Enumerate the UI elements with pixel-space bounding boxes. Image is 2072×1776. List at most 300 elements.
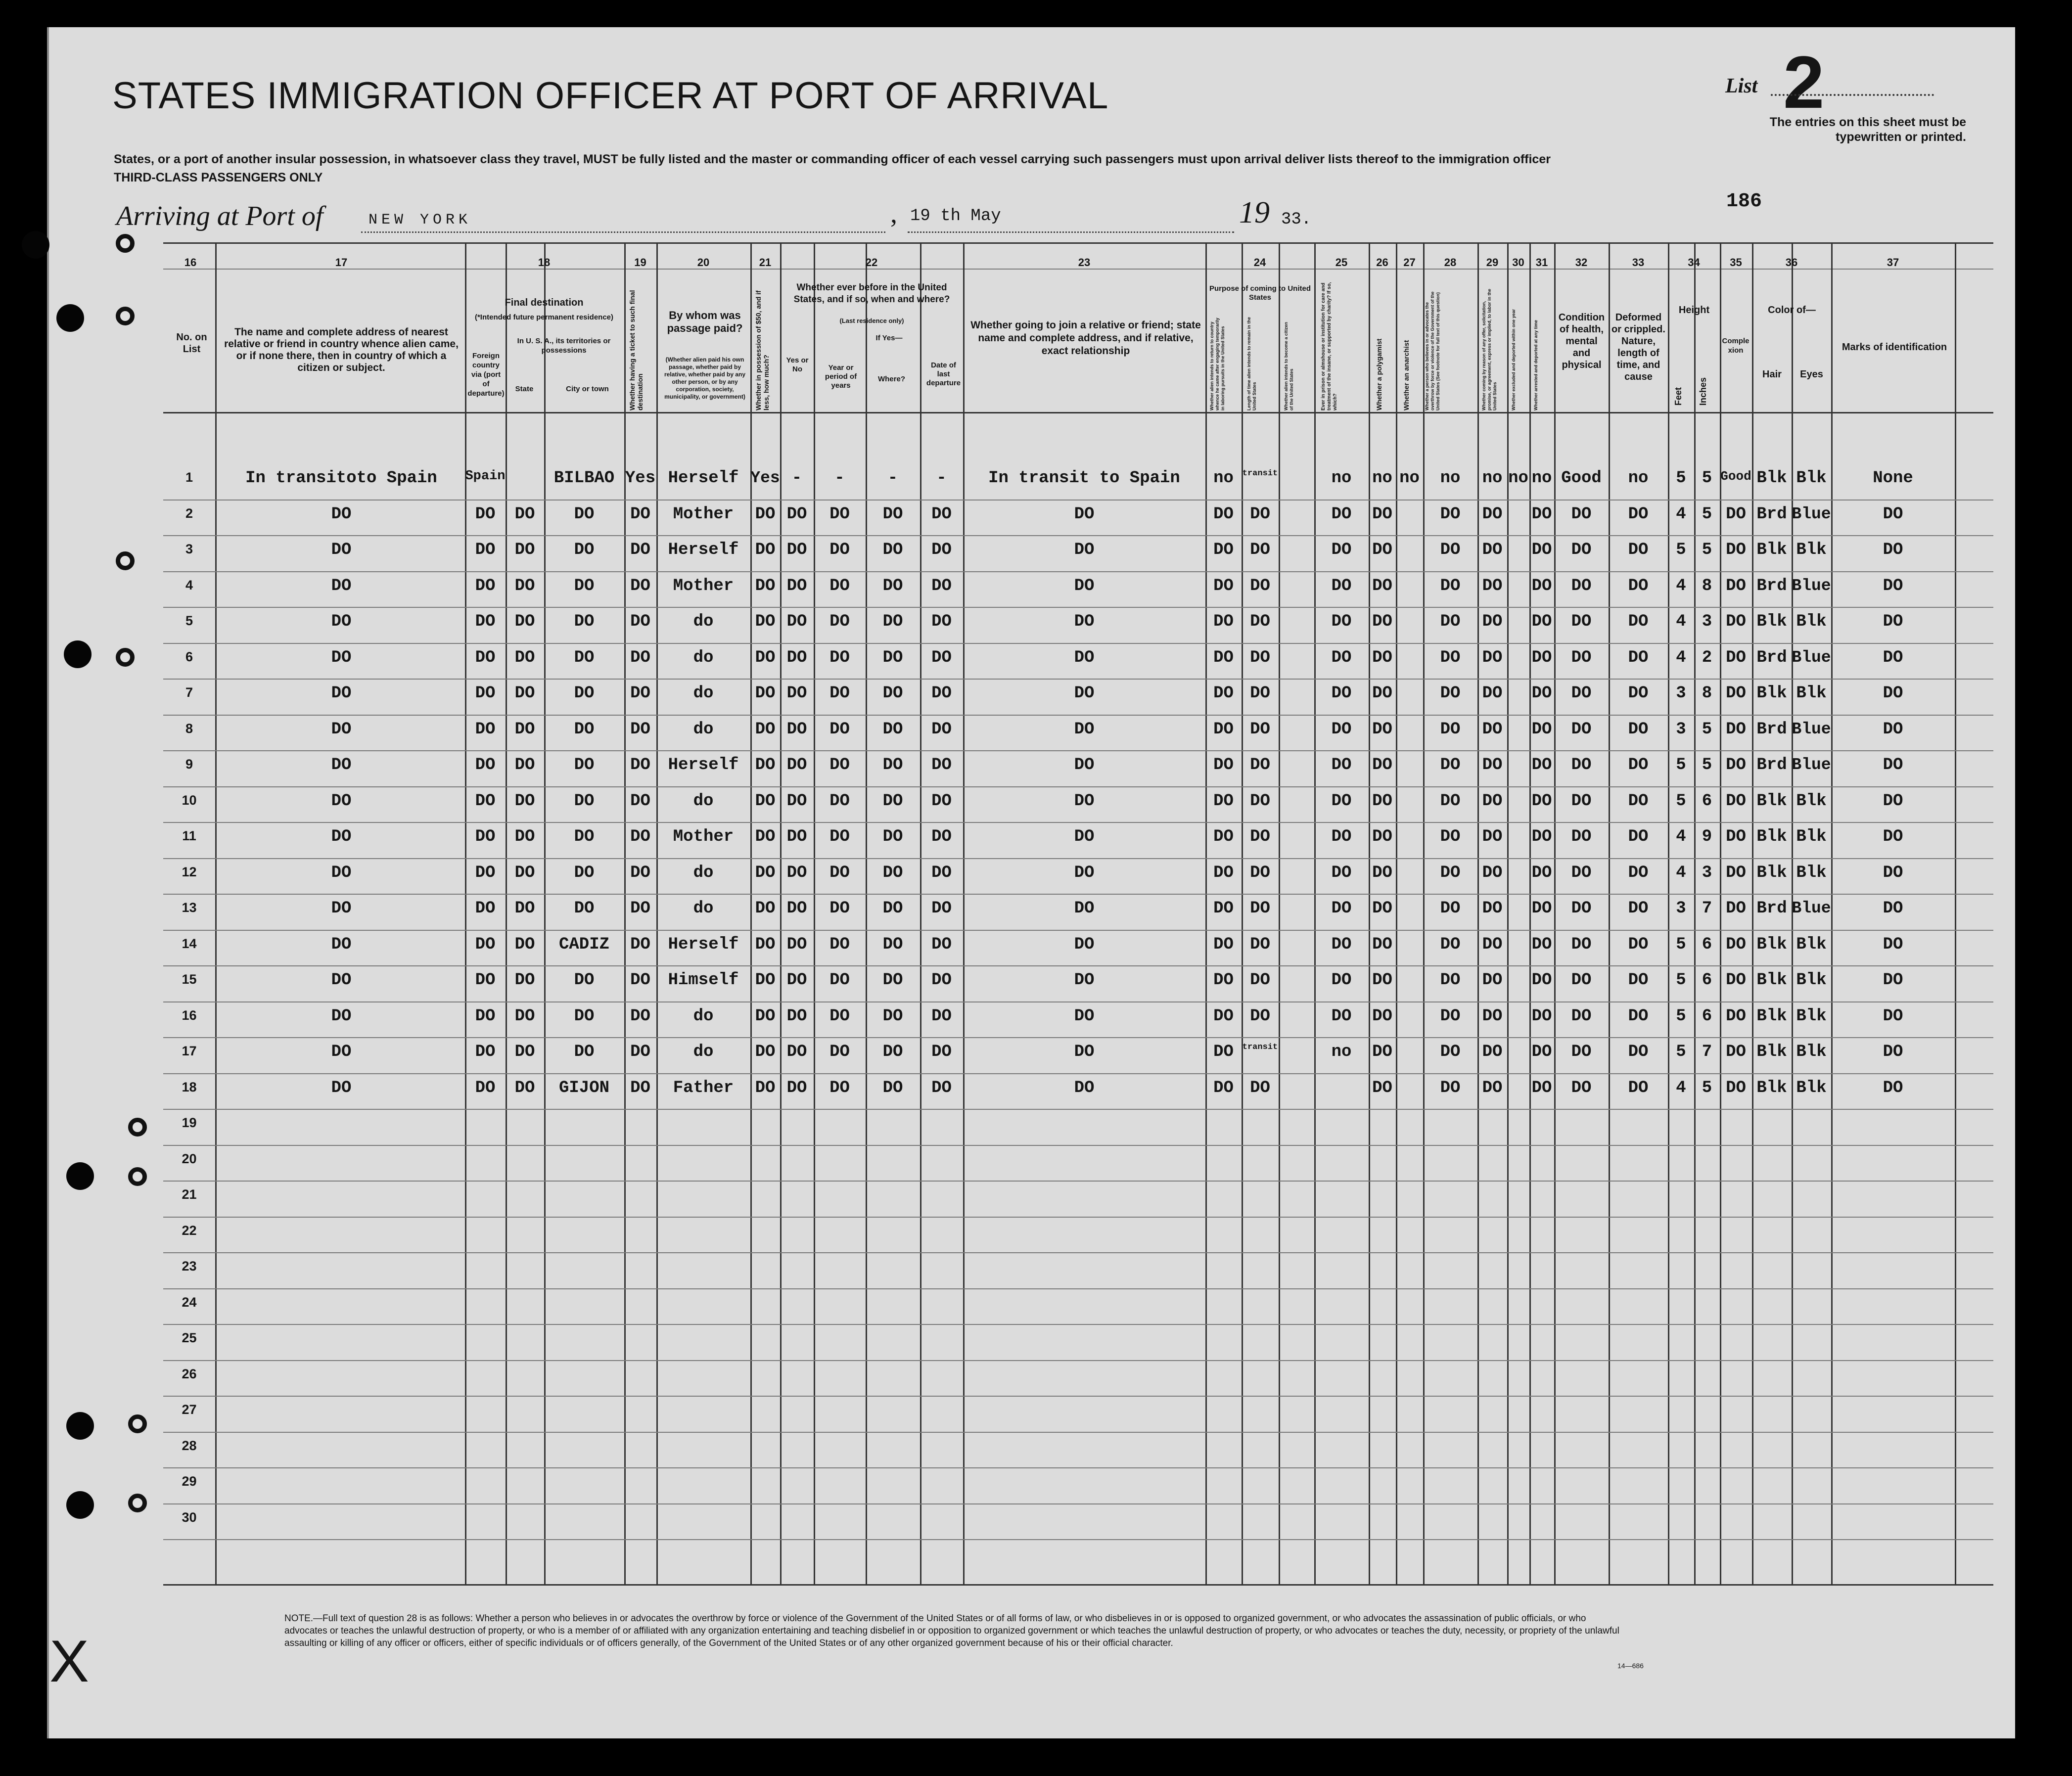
row-number: 24 (182, 1294, 197, 1310)
cell-hair: Blk (1756, 684, 1787, 703)
cell-eyes: Blk (1796, 791, 1827, 811)
row-number: 11 (182, 828, 196, 843)
cell-city: DO (574, 1043, 595, 1061)
cell-city: DO (574, 504, 595, 524)
cell-p1: DO (1213, 1006, 1234, 1026)
row-number: 22 (182, 1223, 197, 1238)
cell-c28: DO (1440, 541, 1461, 559)
cell-yr: DO (829, 1043, 850, 1061)
binder-ring-icon (116, 307, 135, 325)
cell-foreign: DO (475, 1006, 496, 1026)
cell-c26: DO (1372, 576, 1392, 595)
footnote: NOTE.—Full text of question 28 is as follows: Whether a person who believes in or advocates the overthrow by force or violence of the Government of the United States or of all forms of law, or who disbelieves in or is opposed to organized government, or who advocates the assassination of public officials, or who advocates or teaches the unlawful destruction of property, or who is a member of or affiliated with any organization entertaining and teaching disbelief in or opposition to organized government or which teaches the unlawful destruction of property, or who advocates or teaches the duty, necessity, or propriety of the unlawful assaulting or killing of any officer or officers, either of specific individuals or of officers generally, of the Government of the United States or of any other organized government because of his or their official character. (284, 1613, 1619, 1648)
col-num: 25 (1335, 256, 1348, 269)
cell-comp: DO (1726, 1078, 1746, 1097)
cell-wh: DO (882, 648, 903, 667)
margin-mark: X (49, 1628, 90, 1694)
cell-c28: DO (1440, 827, 1461, 846)
cell-comp: DO (1726, 899, 1746, 918)
cell-comp: DO (1726, 1043, 1746, 1061)
cell-c29: DO (1482, 648, 1503, 667)
col-num: 28 (1444, 256, 1457, 269)
feet-header: Feet (1673, 387, 1683, 406)
cell-paid: do (693, 899, 714, 918)
sheet-number: 186 (1726, 190, 1762, 213)
cell-deformed: DO (1628, 576, 1649, 595)
cell-dd: DO (931, 1006, 952, 1026)
binder-ring-icon (128, 1414, 147, 1433)
cell-paid: Herself (668, 541, 739, 559)
cell-p50: DO (755, 1043, 776, 1061)
cell-c29: DO (1482, 504, 1503, 524)
cell-c28: DO (1440, 576, 1461, 595)
yes-no-header: Yes or No (786, 356, 809, 373)
list-line (1771, 94, 1934, 96)
cell-health: DO (1571, 576, 1592, 595)
cell-state: DO (514, 541, 535, 559)
row-rule (163, 1217, 1993, 1218)
cell-deformed: DO (1628, 541, 1649, 559)
column-rule (1279, 244, 1280, 1584)
cell-marks: DO (1883, 1078, 1903, 1097)
deported-header: Whether arrested and deported at any time (1533, 319, 1538, 410)
row-rule (163, 500, 1993, 501)
cell-c25: DO (1331, 756, 1352, 774)
col-num: 27 (1403, 256, 1416, 269)
cell-marks: DO (1883, 935, 1903, 954)
cell-health: DO (1571, 648, 1592, 667)
join-relative-header: Whether going to join a relative or friend; state name and complete address, and if relative, exact relationship (970, 319, 1201, 357)
form-number: 14—686 (1617, 1662, 1644, 1670)
cell-relative: DO (331, 612, 352, 631)
list-label: List (1725, 75, 1758, 97)
cell-p1: DO (1213, 1043, 1234, 1061)
cell-comp: DO (1726, 971, 1746, 990)
cell-eyes: Blk (1796, 469, 1827, 488)
cell-c25: DO (1331, 971, 1352, 990)
inches-header: Inches (1698, 377, 1708, 406)
cell-yr: DO (829, 791, 850, 811)
cell-deformed: DO (1628, 648, 1649, 667)
cell-dd: DO (931, 648, 952, 667)
cell-hair: Brd (1756, 648, 1787, 667)
cell-ticket: DO (630, 720, 650, 739)
cell-dd: DO (931, 935, 952, 954)
row-rule (163, 1467, 1993, 1468)
binder-ring-icon (116, 234, 135, 253)
cell-deformed: DO (1628, 684, 1649, 703)
row-rule (163, 894, 1993, 895)
cell-c25: DO (1331, 541, 1352, 559)
height-header: Height (1678, 305, 1710, 316)
cell-p2: transit (1242, 469, 1278, 478)
cell-eyes: Blk (1796, 612, 1827, 631)
cell-p2: DO (1250, 1078, 1270, 1097)
binder-hole-icon (56, 304, 84, 332)
cell-ft: 5 (1676, 1006, 1686, 1026)
cell-p1: DO (1213, 648, 1234, 667)
cell-eyes: Blk (1796, 541, 1827, 559)
cell-c29: DO (1482, 756, 1503, 774)
cell-health: DO (1571, 1078, 1592, 1097)
cell-health: Good (1561, 469, 1602, 488)
cell-paid: do (693, 612, 714, 631)
binder-hole-icon (66, 1412, 94, 1440)
cell-p2: DO (1250, 971, 1270, 990)
binder-ring-icon (116, 648, 135, 667)
cell-marks: DO (1883, 504, 1903, 524)
cell-paid: Mother (673, 504, 734, 524)
cell-p2: DO (1250, 648, 1270, 667)
cell-c28: DO (1440, 648, 1461, 667)
col-num: 32 (1575, 256, 1588, 269)
cell-join: DO (1074, 684, 1095, 703)
list-note: The entries on this sheet must be typewritten or printed. (1769, 115, 1966, 144)
cell-c26: DO (1372, 541, 1392, 559)
row-number: 2 (185, 505, 193, 521)
cell-hair: Blk (1756, 863, 1787, 882)
passage-paid-header: By whom was passage paid? (667, 309, 743, 334)
cell-c29: DO (1482, 1043, 1503, 1061)
cell-yn: DO (786, 612, 807, 631)
row-rule (163, 1109, 1993, 1110)
polygamist-header: Whether a polygamist (1375, 338, 1383, 410)
cell-foreign: DO (475, 648, 496, 667)
cell-p50: DO (755, 541, 776, 559)
cell-c31: DO (1531, 541, 1552, 559)
row-rule (163, 679, 1993, 680)
cell-p50: DO (755, 971, 776, 990)
cell-relative: DO (331, 1006, 352, 1026)
cell-wh: DO (882, 612, 903, 631)
cell-paid: do (693, 648, 714, 667)
row-number: 12 (182, 864, 197, 879)
cell-paid: Himself (668, 971, 739, 990)
cell-city: DO (574, 1006, 595, 1026)
col-num: 31 (1535, 256, 1548, 269)
cell-in: 5 (1702, 469, 1712, 488)
nearest-relative-header: The name and complete address of nearest relative or friend in country whence alien came, or if none there, then in country of which a citizen or subject. (224, 326, 459, 373)
cell-c29: DO (1482, 899, 1503, 918)
cell-ticket: DO (630, 899, 650, 918)
possession-50-header: Whether in possession of $50, and if less, how much? (754, 290, 770, 410)
cell-c29: DO (1482, 576, 1503, 595)
cell-foreign: DO (475, 1043, 496, 1061)
cell-relative: DO (331, 648, 352, 667)
cell-p2: DO (1250, 791, 1270, 811)
cell-ticket: DO (630, 1006, 650, 1026)
cell-comp: DO (1726, 541, 1746, 559)
cell-paid: do (693, 791, 714, 811)
cell-dd: - (936, 469, 947, 488)
cell-p2: DO (1250, 720, 1270, 739)
cell-ft: 3 (1676, 684, 1686, 703)
cell-yr: DO (829, 899, 850, 918)
cell-deformed: DO (1628, 827, 1649, 846)
cell-join: DO (1074, 612, 1095, 631)
cell-comp: DO (1726, 827, 1746, 846)
cell-c29: DO (1482, 684, 1503, 703)
cell-foreign: Spain (465, 469, 506, 484)
cell-foreign: DO (475, 756, 496, 774)
cell-city: DO (574, 684, 595, 703)
cell-c31: DO (1531, 1078, 1552, 1097)
cell-marks: DO (1883, 791, 1903, 811)
cell-wh: DO (882, 1006, 903, 1026)
cell-wh: DO (882, 1078, 903, 1097)
cell-c26: DO (1372, 971, 1392, 990)
cell-foreign: DO (475, 1078, 496, 1097)
passage-paid-subheader: (Whether alien paid his own passage, whether paid by relative, whether paid by any other person, or by any corporation, society, municipality, or government) (664, 356, 746, 400)
col-num: 26 (1376, 256, 1388, 269)
cell-state: DO (514, 648, 535, 667)
cell-city: DO (574, 863, 595, 882)
cell-dd: DO (931, 756, 952, 774)
cell-marks: DO (1883, 612, 1903, 631)
cell-wh: DO (882, 684, 903, 703)
cell-dd: DO (931, 684, 952, 703)
cell-dd: DO (931, 1043, 952, 1061)
cell-p50: DO (755, 684, 776, 703)
cell-ticket: DO (630, 504, 650, 524)
cell-p2: DO (1250, 756, 1270, 774)
purpose-return-header: Whether alien intends to return to country whence he came after engaging temporarily in laboring pursuits in the United States (1209, 318, 1225, 410)
cell-c28: DO (1440, 1006, 1461, 1026)
cell-relative: DO (331, 899, 352, 918)
row-rule (163, 1396, 1993, 1397)
cell-ticket: DO (630, 684, 650, 703)
cell-comp: Good (1720, 469, 1751, 484)
cell-in: 3 (1702, 612, 1712, 631)
row-number: 21 (182, 1187, 197, 1202)
foreign-country-header: Foreign country via (port of departure) (467, 352, 505, 398)
cell-eyes: Blk (1796, 935, 1827, 954)
cell-foreign: DO (475, 720, 496, 739)
col-num: 34 (1688, 256, 1700, 269)
cell-paid: do (693, 1006, 714, 1026)
cell-marks: DO (1883, 576, 1903, 595)
cell-relative: DO (331, 684, 352, 703)
cell-comp: DO (1726, 504, 1746, 524)
cell-marks: None (1873, 469, 1913, 488)
row-number: 26 (182, 1366, 197, 1381)
cell-paid: do (693, 1043, 714, 1061)
cell-city: DO (574, 648, 595, 667)
binder-hole-icon (22, 231, 49, 259)
cell-ft: 5 (1676, 541, 1686, 559)
cell-comp: DO (1726, 612, 1746, 631)
cell-c27: no (1399, 469, 1420, 488)
cell-c28: DO (1440, 971, 1461, 990)
cell-paid: do (693, 684, 714, 703)
cell-ticket: DO (630, 648, 650, 667)
cell-in: 5 (1702, 541, 1712, 559)
cell-deformed: no (1628, 469, 1649, 488)
cell-in: 5 (1702, 756, 1712, 774)
cell-c25: DO (1331, 576, 1352, 595)
binder-hole-icon (66, 1162, 94, 1190)
cell-wh: DO (882, 791, 903, 811)
cell-c25: DO (1331, 1006, 1352, 1026)
cell-ft: 4 (1676, 648, 1686, 667)
purpose-header: Purpose of coming to United States (1209, 284, 1311, 302)
row-rule (163, 965, 1993, 966)
cell-c25: no (1331, 1043, 1352, 1061)
cell-yr: DO (829, 720, 850, 739)
cell-marks: DO (1883, 863, 1903, 882)
cell-ft: 5 (1676, 971, 1686, 990)
cell-dd: DO (931, 541, 952, 559)
cell-ticket: DO (630, 756, 650, 774)
cell-wh: DO (882, 899, 903, 918)
cell-comp: DO (1726, 576, 1746, 595)
cell-p2: DO (1250, 684, 1270, 703)
deformed-header: Deformed or crippled. Nature, length of time, and cause (1612, 312, 1665, 382)
cell-join: DO (1074, 1043, 1095, 1061)
cell-c29: DO (1482, 612, 1503, 631)
column-rule (1955, 244, 1956, 1584)
list-number: 2 (1783, 41, 1825, 124)
cell-join: DO (1074, 648, 1095, 667)
cell-dd: DO (931, 863, 952, 882)
binder-ring-icon (128, 1167, 147, 1186)
purpose-length-header: Length of time alien intends to remain in the United States (1246, 317, 1257, 410)
cell-in: 6 (1702, 935, 1712, 954)
cell-comp: DO (1726, 720, 1746, 739)
row-number: 19 (182, 1115, 197, 1130)
cell-p50: DO (755, 791, 776, 811)
cell-eyes: Blk (1796, 684, 1827, 703)
row-rule (163, 786, 1993, 787)
row-number: 3 (185, 542, 193, 556)
col-num: 17 (335, 256, 348, 269)
row-rule (163, 643, 1993, 644)
cell-comp: DO (1726, 791, 1746, 811)
excluded-header: Whether excluded and deported within one year (1511, 309, 1516, 410)
row-rule (163, 1037, 1993, 1038)
col-num: 24 (1253, 256, 1266, 269)
cell-in: 2 (1702, 648, 1712, 667)
cell-city: DO (574, 720, 595, 739)
cell-hair: Blk (1756, 791, 1787, 811)
cell-city: BILBAO (553, 469, 615, 488)
cell-join: DO (1074, 827, 1095, 846)
cell-p2: DO (1250, 827, 1270, 846)
cell-join: In transit to Spain (988, 469, 1180, 488)
row-rule (163, 1539, 1993, 1540)
cell-p2: DO (1250, 863, 1270, 882)
cell-comp: DO (1726, 684, 1746, 703)
cell-relative: DO (331, 504, 352, 524)
cell-yn: DO (786, 576, 807, 595)
col-num: 21 (759, 256, 772, 269)
anarchist-header: Whether an anarchist (1402, 340, 1410, 410)
cell-c29: DO (1482, 791, 1503, 811)
cell-in: 6 (1702, 791, 1712, 811)
cell-state: DO (514, 1006, 535, 1026)
cell-c31: DO (1531, 791, 1552, 811)
cell-p1: DO (1213, 504, 1234, 524)
cell-p1: DO (1213, 756, 1234, 774)
row-rule (163, 930, 1993, 931)
cell-c28: DO (1440, 684, 1461, 703)
before-us-subheader: (Last residence only) (839, 317, 904, 324)
row-rule (163, 1432, 1993, 1433)
row-rule (163, 1145, 1993, 1146)
hair-header: Hair (1762, 369, 1782, 380)
cell-yr: DO (829, 1006, 850, 1026)
cell-join: DO (1074, 756, 1095, 774)
cell-c29: DO (1482, 971, 1503, 990)
cell-join: DO (1074, 541, 1095, 559)
cell-state: DO (514, 684, 535, 703)
cell-hair: Blk (1756, 827, 1787, 846)
cell-c26: DO (1372, 827, 1392, 846)
cell-foreign: DO (475, 612, 496, 631)
cell-marks: DO (1883, 827, 1903, 846)
cell-eyes: Blk (1796, 827, 1827, 846)
port-underline (361, 231, 885, 233)
state-header: State (515, 385, 534, 393)
cell-c31: DO (1531, 648, 1552, 667)
cell-p2: DO (1250, 612, 1270, 631)
cell-c26: DO (1372, 899, 1392, 918)
cell-relative: DO (331, 971, 352, 990)
cell-c25: no (1331, 469, 1352, 488)
cell-state: DO (514, 756, 535, 774)
cell-yr: DO (829, 684, 850, 703)
cell-c25: DO (1331, 504, 1352, 524)
cell-yn: DO (786, 791, 807, 811)
cell-yn: DO (786, 935, 807, 954)
cell-wh: DO (882, 541, 903, 559)
cell-city: DO (574, 541, 595, 559)
cell-p2: DO (1250, 541, 1270, 559)
cell-c31: DO (1531, 720, 1552, 739)
row-rule (163, 571, 1993, 572)
cell-state: DO (514, 1078, 535, 1097)
row-number: 6 (185, 649, 193, 664)
row-number: 27 (182, 1402, 197, 1417)
cell-c28: DO (1440, 1043, 1461, 1061)
cell-ticket: Yes (625, 469, 656, 488)
cell-deformed: DO (1628, 720, 1649, 739)
cell-c25: DO (1331, 612, 1352, 631)
cell-join: DO (1074, 791, 1095, 811)
purpose-citizen-header: Whether alien intends to become a citizen of the United States (1284, 321, 1294, 410)
cell-c26: DO (1372, 791, 1392, 811)
cell-state: DO (514, 504, 535, 524)
cell-c26: no (1372, 469, 1392, 488)
cell-p2: DO (1250, 576, 1270, 595)
cell-c29: DO (1482, 720, 1503, 739)
cell-yr: DO (829, 935, 850, 954)
cell-ticket: DO (630, 935, 650, 954)
col-num: 19 (634, 256, 646, 269)
cell-comp: DO (1726, 935, 1746, 954)
overthrow-header: Whether a person who believes in or advocates the overthrow by force or violence of the Government of the United States (See footnote for full text of this question) (1425, 291, 1440, 410)
cell-p50: DO (755, 899, 776, 918)
cell-wh: DO (882, 827, 903, 846)
cell-relative: DO (331, 576, 352, 595)
cell-ft: 4 (1676, 504, 1686, 524)
instructions-text: States, or a port of another insular possession, in whatsoever class they travel, MUST be fully listed and the master or commanding officer of each vessel carrying such passengers must upon arrival deliver lists thereof to the immigration officer (114, 152, 1551, 166)
cell-ticket: DO (630, 863, 650, 882)
row-number: 28 (182, 1438, 197, 1453)
cell-p50: DO (755, 1006, 776, 1026)
cell-relative: DO (331, 827, 352, 846)
cell-state: DO (514, 1043, 535, 1061)
